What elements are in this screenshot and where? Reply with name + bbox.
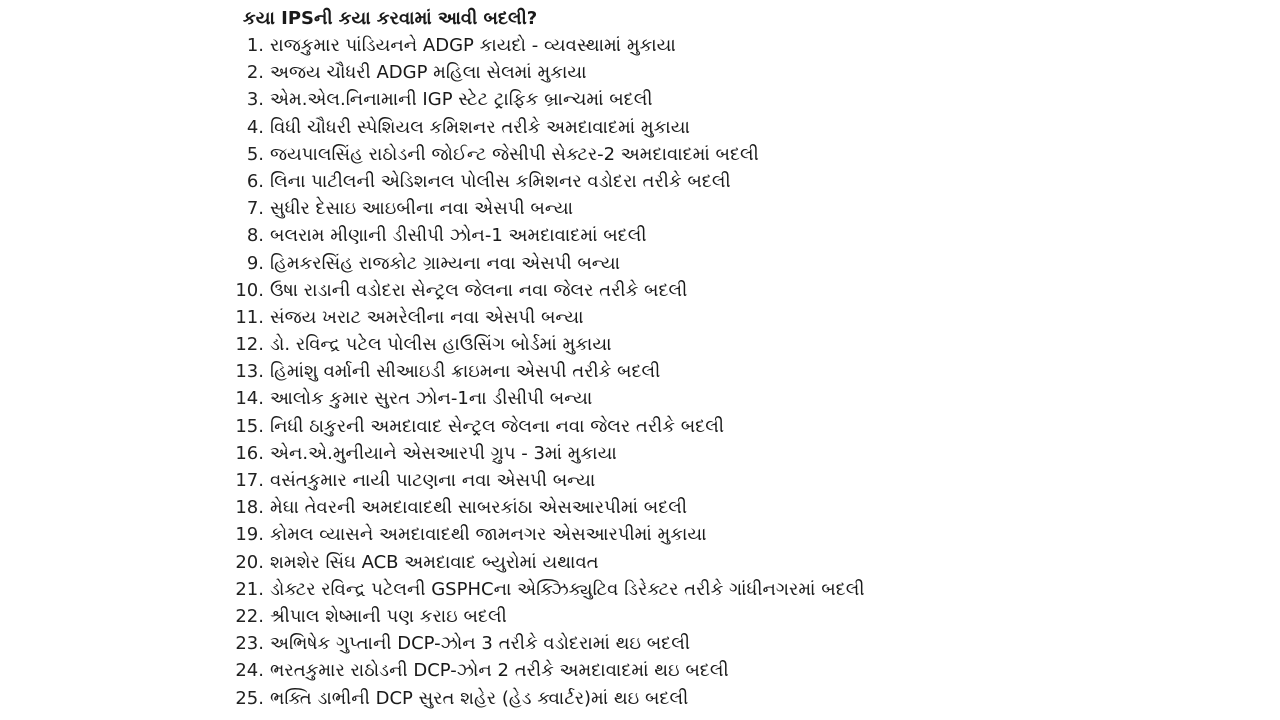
list-item-text: હિમાંશુ વર્માની સીઆઇડી ક્રાઇમના એસપી તરીકે બદલી — [270, 361, 661, 383]
list-item-number: 15. — [235, 415, 264, 437]
list-item-text: એમ.એલ.નિનામાની IGP સ્ટેટ ટ્રાફિક બ્રાન્ચમાં બદલી — [270, 89, 653, 111]
list-item-text: કોમલ વ્યાસને અમદાવાદથી જામનગર એસઆરપીમાં મુકાયા — [270, 524, 707, 546]
list-item-number: 21. — [235, 578, 264, 600]
list-item-number: 14. — [235, 388, 264, 410]
list-item-number: 10. — [235, 279, 264, 301]
list-item-number: 23. — [235, 633, 264, 655]
list-item-number: 8. — [246, 225, 264, 247]
list-item-number: 3. — [246, 89, 264, 111]
list-item-text: આલોક કુમાર સુરત ઝોન-1ના ડીસીપી બન્યા — [270, 388, 593, 410]
list-item-text: જયપાલસિંહ રાઠોડની જોઈન્ટ જેસીપી સેક્ટર-2 અમદાવાદમાં બદલી — [270, 143, 759, 165]
list-item-number: 4. — [246, 116, 264, 138]
list-item-number: 19. — [235, 524, 264, 546]
list-item-number: 5. — [246, 143, 264, 165]
list-item-text: એન.એ.મુનીયાને એસઆરપી ગ્રુપ - 3માં મુકાયા — [270, 442, 617, 464]
list-item-number: 24. — [235, 660, 264, 682]
list-item-number: 1. — [246, 35, 264, 56]
list-item-text: અભિષેક ગુપ્તાની DCP-ઝોન 3 તરીકે વડોદરામાં થઇ બદલી — [270, 633, 690, 655]
list-item-text: અજય ચૌધરી ADGP મહિલા સેલમાં મુકાયા — [270, 62, 587, 84]
list-item-text: ડોક્ટર રવિન્દ્ર પટેલની GSPHCના એક્ઝિક્યુટિવ ડિરેક્ટર તરીકે ગાંધીનગરમાં બદલી — [270, 578, 865, 600]
list-item-text: ભક્તિ ડાભીની DCP સુરત શહેર (હેડ ક્વાર્ટર)માં થઇ બદલી — [270, 687, 689, 709]
list-item-text: લિના પાટીલની એડિશનલ પોલીસ કમિશનર વડોદરા તરીકે બદલી — [270, 170, 731, 192]
list-item-text: મેઘા તેવરની અમદાવાદથી સાબરકાંઠા એસઆરપીમાં બદલી — [270, 497, 688, 519]
list-item-text: ભરતકુમાર રાઠોડની DCP-ઝોન 2 તરીકે અમદાવાદમાં થઇ બદલી — [270, 660, 729, 682]
list-item-text: સુધીર દેસાઇ આઇબીના નવા એસપી બન્યા — [270, 198, 574, 220]
list-item-number: 2. — [246, 62, 264, 84]
list-item-text: ડો. રવિન્દ્ર પટેલ પોલીસ હાઉસિંગ બોર્ડમાં મુકાયા — [270, 334, 612, 356]
list-item-text: વિધી ચૌધરી સ્પેશિયલ કમિશનર તરીકે અમદાવાદમાં મુકાયા — [270, 116, 690, 138]
list-item-text: હિમકરસિંહ રાજકોટ ગ્રામ્યના નવા એસપી બન્યા — [270, 252, 620, 274]
list-item-number: 20. — [235, 551, 264, 573]
list-item-text: નિધી ઠાકુરની અમદાવાદ સેન્ટ્રલ જેલના નવા જેલર તરીકે બદલી — [270, 415, 724, 437]
list-item-text: ઉષા રાડાની વડોદરા સેન્ટ્રલ જેલના નવા જેલર તરીકે બદલી — [270, 279, 688, 301]
list-item-text: વસંતકુમાર નાયી પાટણના નવા એસપી બન્યા — [270, 470, 596, 491]
list-item-text: રાજકુમાર પાંડિયનને ADGP કાયદો - વ્યવસ્થામાં મુકાયા — [270, 35, 676, 56]
list-item-number: 25. — [235, 687, 264, 709]
list-item-number: 17. — [235, 470, 264, 491]
list-item-text: શ્રીપાલ શેષ્માની પણ કરાઇ બદલી — [270, 605, 507, 627]
list-item-text: શમશેર સિંઘ ACB અમદાવાદ બ્યુરોમાં યથાવત — [270, 551, 599, 573]
list-item-number: 6. — [246, 170, 264, 192]
list-item-text: સંજય ખરાટ અમરેલીના નવા એસપી બન્યા — [270, 306, 584, 328]
list-item-number: 7. — [246, 198, 264, 220]
list-item-number: 11. — [235, 306, 264, 328]
list-item-text: બલરામ મીણાની ડીસીપી ઝોન-1 અમદાવાદમાં બદલી — [270, 225, 647, 247]
list-item-number: 9. — [246, 252, 264, 274]
list-item-number: 16. — [235, 442, 264, 464]
page-title: કયા IPSની કયા કરવામાં આવી બદલી? — [243, 8, 538, 29]
list-item-number: 12. — [235, 334, 264, 356]
list-item-number: 18. — [235, 497, 264, 519]
list-item-number: 13. — [235, 361, 264, 383]
list-item-number: 22. — [235, 605, 264, 627]
